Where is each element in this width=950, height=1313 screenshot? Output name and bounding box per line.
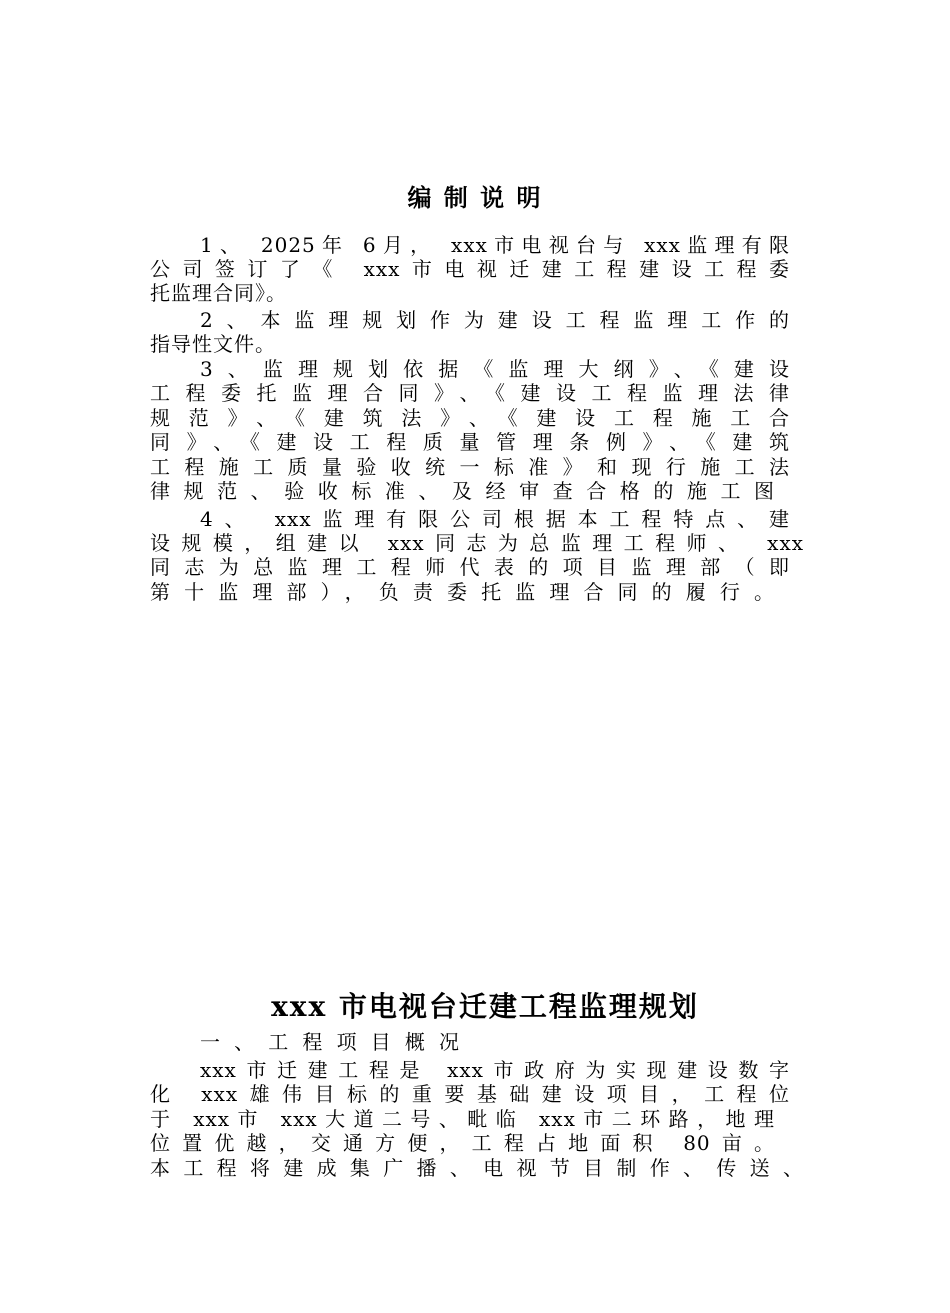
text-line: 托监理合同》。 — [150, 281, 287, 305]
text-line: 3、监理规划依据《监理大纲》、《建设 — [200, 357, 790, 381]
text-line: 工程施工质量验收统一标准》和现行施工法 — [150, 455, 790, 479]
text-line: 设规模，组建以 xxx同志为总监理工程师、 xxx — [150, 531, 804, 555]
subheading-project-overview: 一、工程项目概况 — [200, 1030, 460, 1054]
text-line: 4、 xxx监理有限公司根据本工程特点、建 — [200, 507, 790, 531]
text-line: 本工程将建成集广播、电视节目制作、传送、 — [150, 1156, 804, 1180]
text-line: 于 xxx市 xxx大道二号、毗临 xxx市二环路，地理 — [150, 1107, 775, 1131]
document-main-title: xxx 市电视台迁建工程监理规划 — [271, 990, 699, 1023]
text-line: 2、本监理规划作为建设工程监理工作的 — [200, 308, 790, 332]
section-title-compilation-notes: 编 制 说 明 — [407, 183, 543, 212]
text-line: 工程委托监理合同》、《建设工程监理法律 — [150, 381, 790, 405]
text-line: xxx市迁建工程是 xxx市政府为实现建设数字 — [200, 1058, 790, 1082]
text-line: 化 xxx雄伟目标的重要基础建设项目，工程位 — [150, 1082, 790, 1106]
text-line: 律规范、验收标准、及经审查合格的施工图 — [150, 479, 775, 503]
text-line: 同志为总监理工程师代表的项目监理部（即 — [150, 555, 790, 579]
text-line: 指导性文件。 — [150, 332, 276, 356]
text-line: 1、 2025年 6月， xxx市电视台与 xxx监理有限 — [200, 233, 790, 257]
text-line: 第十监理部），负责委托监理合同的履行。 — [150, 580, 775, 604]
text-line: 公司签订了《 xxx市电视迁建工程建设工程委 — [150, 257, 790, 281]
text-line: 位置优越，交通方便，工程占地面积 80亩。 — [150, 1131, 775, 1155]
text-line: 同》、《建设工程质量管理条例》、《建筑 — [150, 430, 790, 454]
text-line: 规范》、《建筑法》、《建设工程施工合 — [150, 406, 790, 430]
